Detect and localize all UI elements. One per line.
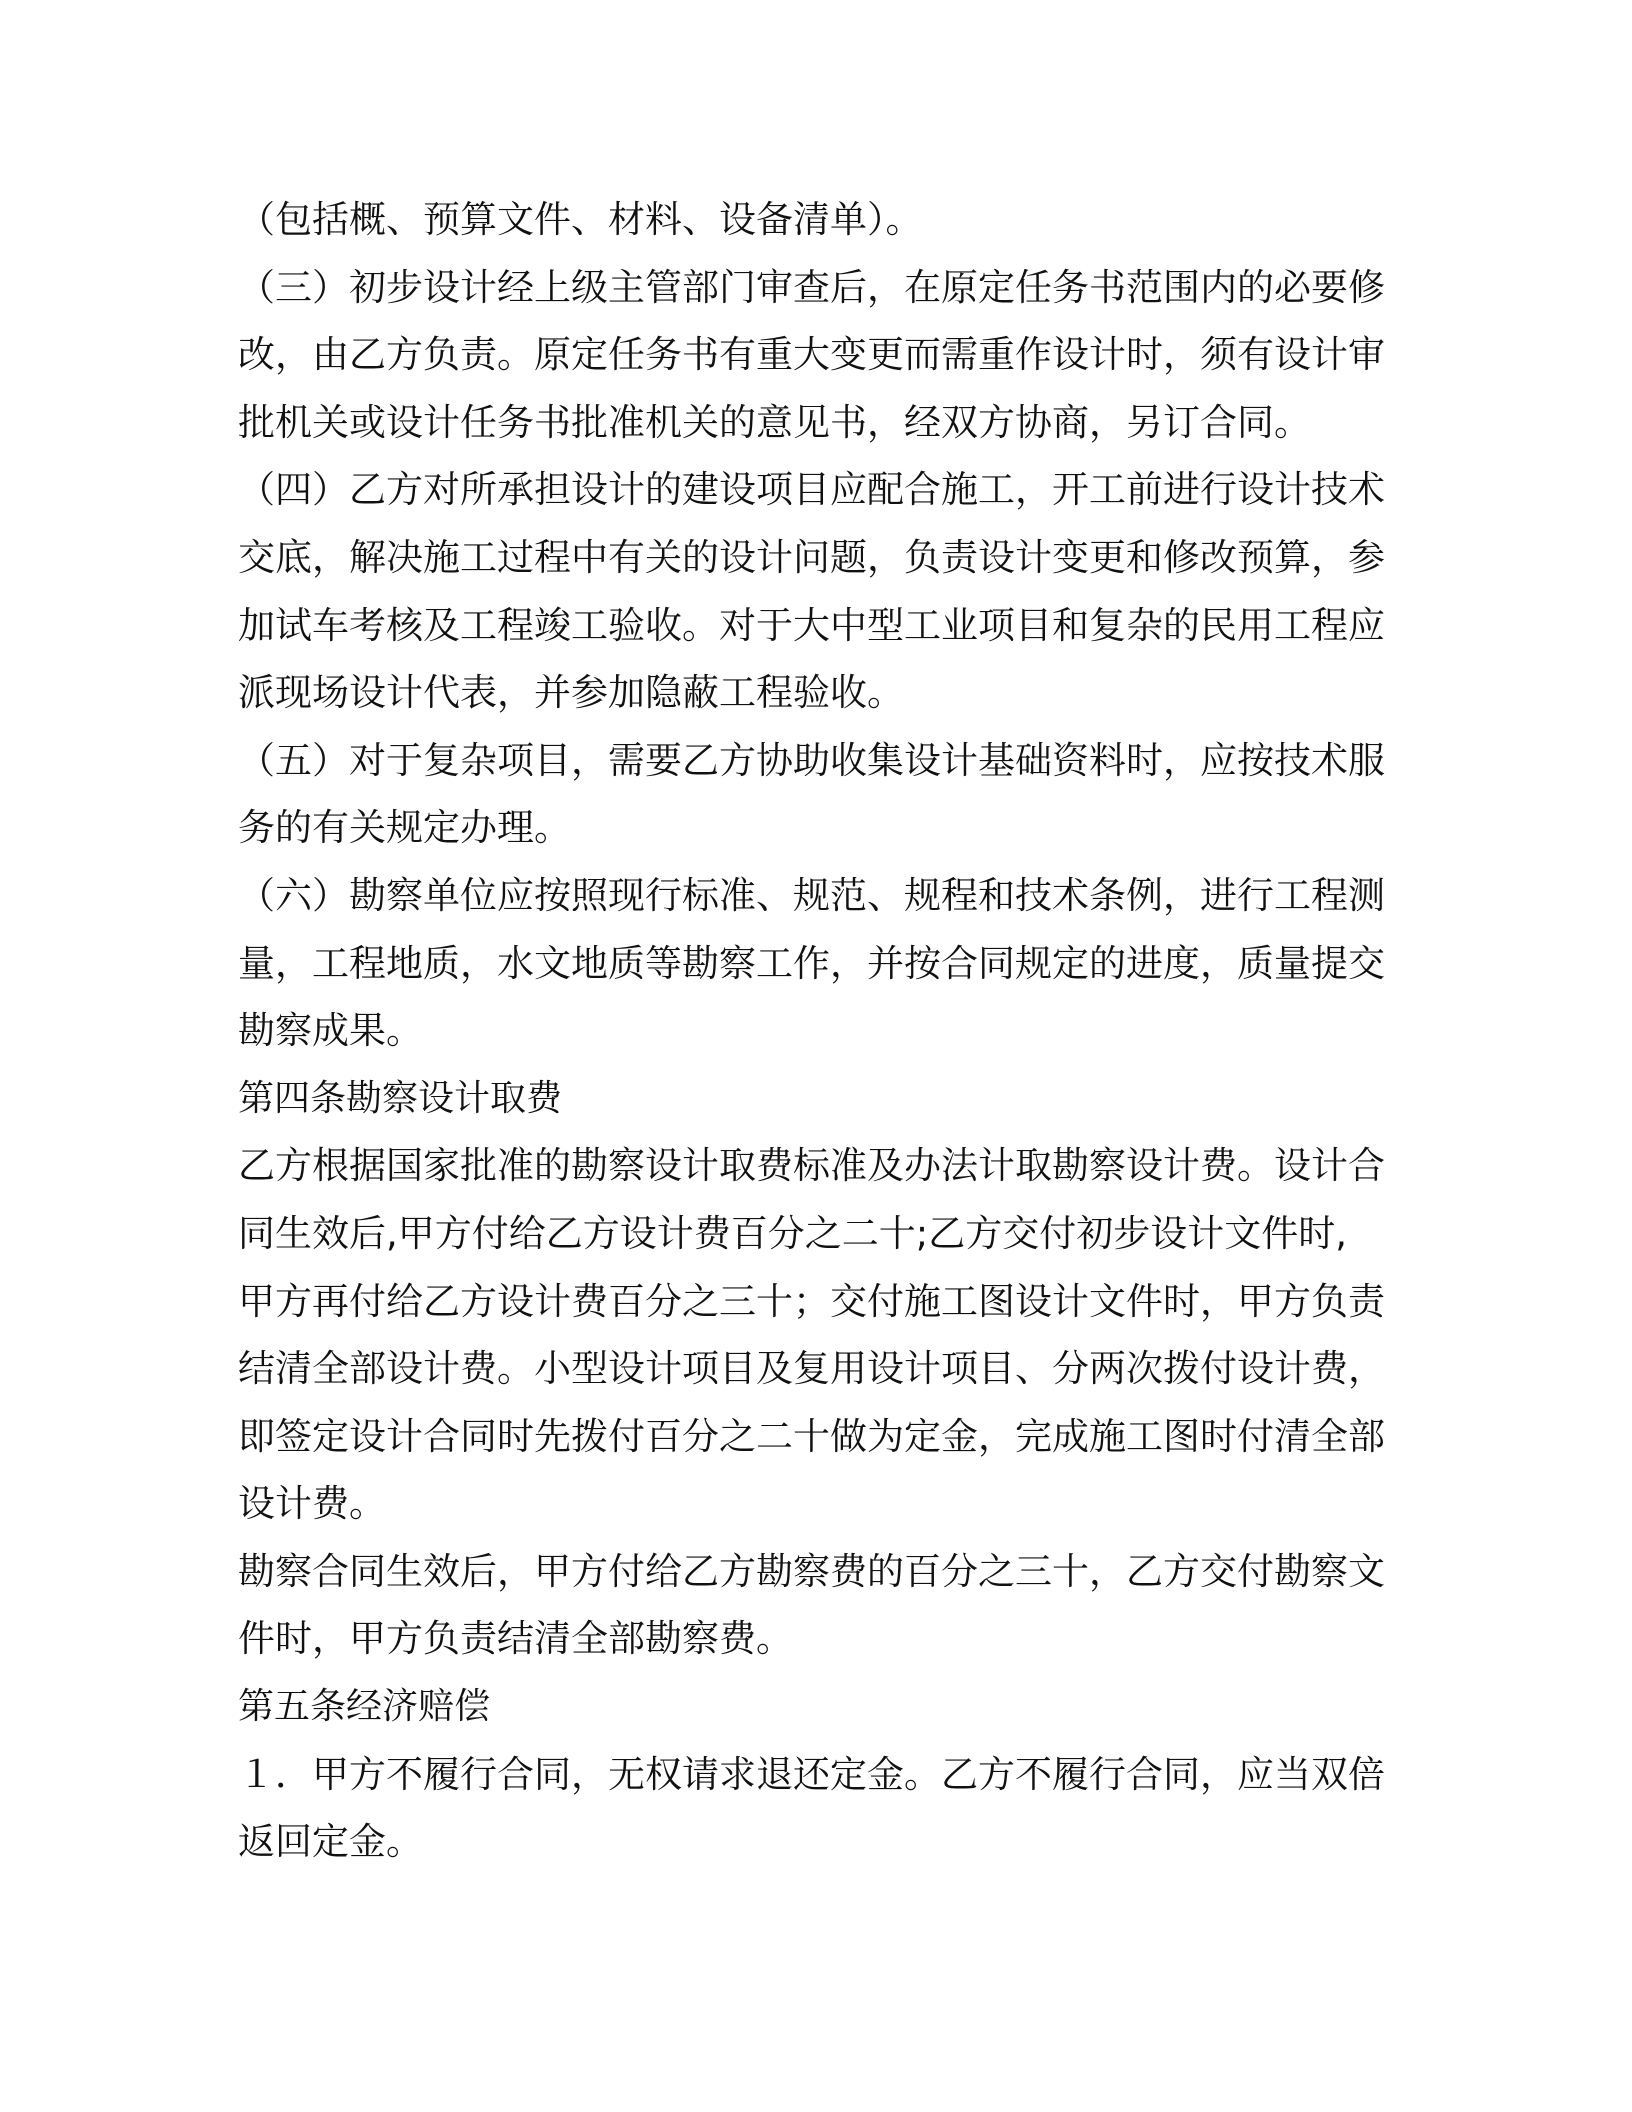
text-line: 即签定设计合同时先拨付百分之二十做为定金，完成施工图时付清全部 bbox=[238, 1414, 1385, 1458]
text-line: 勘察合同生效后，甲方付给乙方勘察费的百分之三十，乙方交付勘察文 bbox=[238, 1549, 1385, 1593]
text-line: （五）对于复杂项目，需要乙方协助收集设计基础资料时，应按技术服 bbox=[238, 738, 1385, 782]
text-line: （四）乙方对所承担设计的建设项目应配合施工，开工前进行设计技术 bbox=[238, 468, 1385, 512]
section-heading: 第五条经济赔偿 bbox=[238, 1686, 491, 1728]
text-line: １．甲方不履行合同，无权请求退还定金。乙方不履行合同，应当双倍 bbox=[238, 1752, 1385, 1796]
text-line: （包括概、预算文件、材料、设备清单）。 bbox=[238, 198, 923, 241]
document-body bbox=[238, 186, 1390, 1876]
text-line: 务的有关规定办理。 bbox=[238, 806, 571, 850]
text-line: 乙方根据国家批准的勘察设计取费标准及办法计取勘察设计费。设计合 bbox=[238, 1144, 1385, 1188]
text-line: 设计费。 bbox=[238, 1482, 386, 1526]
text-line: 同生效后,甲方付给乙方设计费百分之二十;乙方交付初步设计文件时, bbox=[238, 1211, 1347, 1255]
text-line: 交底，解决施工过程中有关的设计问题，负责设计变更和修改预算，参 bbox=[238, 535, 1385, 579]
text-line: 加试车考核及工程竣工验收。对于大中型工业项目和复杂的民用工程应 bbox=[238, 603, 1385, 647]
text-line: 甲方再付给乙方设计费百分之三十；交付施工图设计文件时，甲方负责 bbox=[238, 1279, 1385, 1323]
text-line: 件时，甲方负责结清全部勘察费。 bbox=[238, 1617, 793, 1661]
text-line: 勘察成果。 bbox=[238, 1009, 423, 1053]
text-line: （六）勘察单位应按照现行标准、规范、规程和技术条例，进行工程测 bbox=[238, 873, 1385, 917]
text-line: 结清全部设计费。小型设计项目及复用设计项目、分两次拨付设计费， bbox=[238, 1347, 1385, 1391]
text-line: 返回定金。 bbox=[238, 1820, 423, 1864]
text-line: 改，由乙方负责。原定任务书有重大变更而需重作设计时，须有设计审 bbox=[238, 333, 1385, 377]
text-line: 派现场设计代表，并参加隐蔽工程验收。 bbox=[238, 671, 904, 715]
text-line: 批机关或设计任务书批准机关的意见书，经双方协商，另订合同。 bbox=[238, 400, 1311, 444]
text-line: （三）初步设计经上级主管部门审查后，在原定任务书范围内的必要修 bbox=[238, 265, 1385, 309]
text-line: 量，工程地质，水文地质等勘察工作，并按合同规定的进度，质量提交 bbox=[238, 941, 1385, 985]
section-heading: 第四条勘察设计取费 bbox=[238, 1077, 563, 1119]
